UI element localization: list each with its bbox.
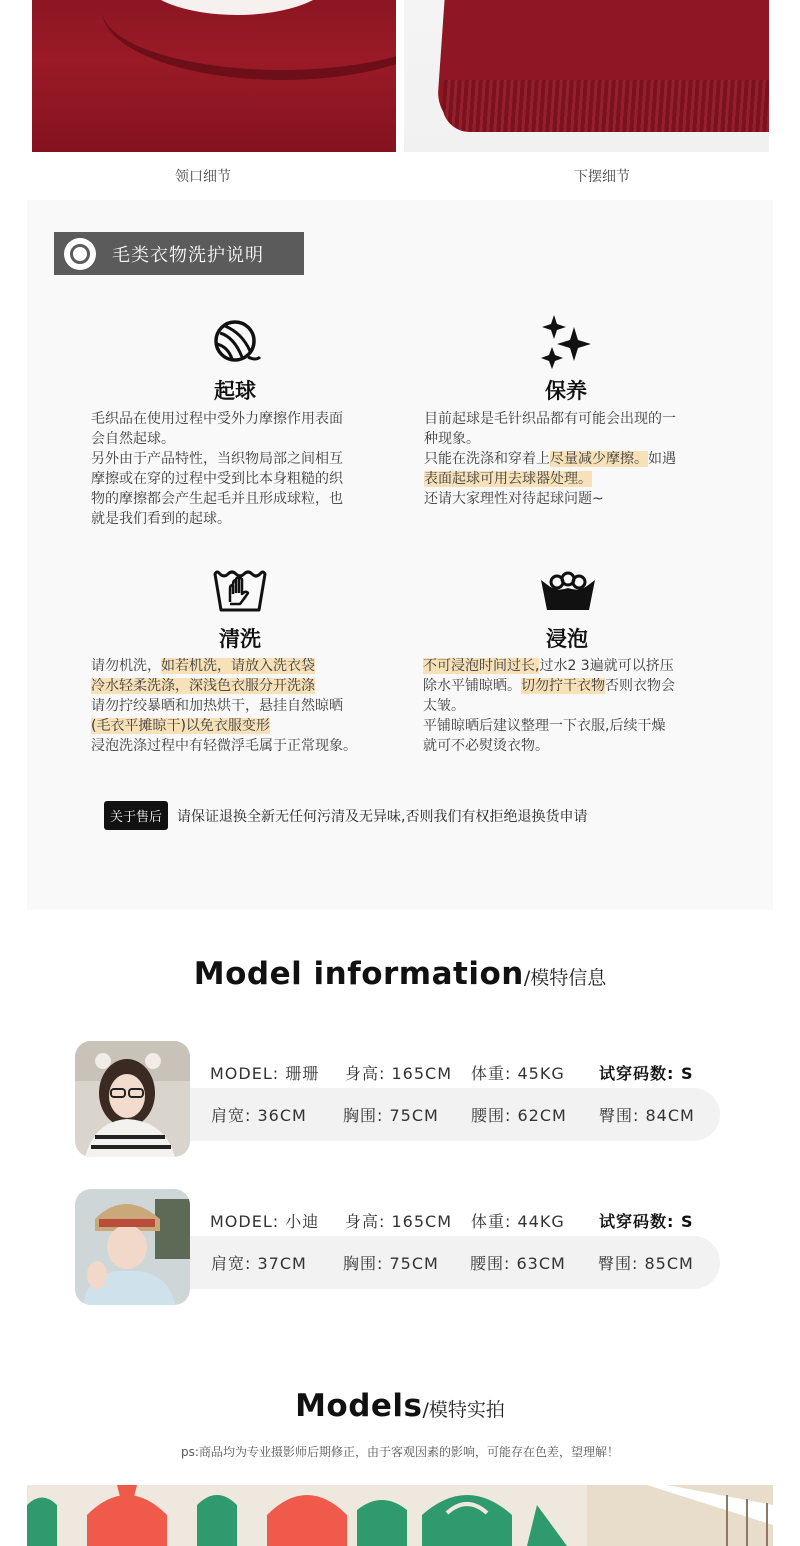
pilling-text [91, 409, 343, 529]
pilling-line: 就是我们看到的起球。 [91, 511, 231, 527]
model-height: 身高: 165CM [345, 1212, 452, 1231]
soaking-line: 就可不必熨烫衣物。 [423, 738, 549, 754]
model-photo [75, 1041, 190, 1157]
soaking-line [423, 656, 675, 676]
maintenance-highlight: 尽量减少摩擦。 [550, 451, 648, 467]
model-size: 试穿码数: S [599, 1064, 694, 1083]
washing-heading: 清洗 [219, 627, 261, 651]
washing-highlight: 如若机洗，请放入洗衣袋 [161, 658, 315, 674]
neckline-caption: 领口细节 [175, 169, 231, 185]
soaking-highlight: 切勿拧干衣物 [521, 678, 605, 694]
model-weight: 体重: 45KG [471, 1064, 565, 1083]
model-photo [75, 1189, 190, 1305]
model-height: 身高: 165CM [345, 1064, 452, 1083]
model-waist: 腰围: 63CM [470, 1254, 566, 1273]
hem-caption: 下摆细节 [574, 169, 630, 185]
model-chest: 胸围: 75CM [343, 1254, 439, 1273]
washing-text [91, 656, 357, 756]
washing-text-part: 请勿机洗， [91, 658, 161, 674]
soaking-heading: 浸泡 [546, 627, 588, 651]
pilling-heading: 起球 [214, 379, 256, 403]
model-info-title-cn: /模特信息 [523, 967, 607, 989]
soaking-text-part: 除水平铺晾晒。 [423, 678, 521, 694]
hand-wash-icon [212, 566, 268, 614]
models-title-cn: /模特实拍 [422, 1399, 505, 1421]
washing-line: 请勿拧绞暴晒和加热烘干，悬挂自然晾晒 [91, 698, 343, 714]
maintenance-line: 种现象。 [424, 431, 480, 447]
hem-ribbing [440, 80, 769, 132]
maintenance-line [424, 449, 676, 469]
maintenance-line: 还请大家理性对待起球问题~ [424, 491, 604, 507]
model-info-title [0, 956, 800, 992]
soaking-line [423, 676, 675, 696]
sparkle-icon [540, 313, 594, 369]
model-hip: 臀围: 84CM [599, 1106, 695, 1125]
soak-basin-icon [539, 570, 597, 612]
pilling-line: 会自然起球。 [91, 431, 175, 447]
models-title-en: Models [295, 1388, 423, 1424]
washing-line [91, 716, 357, 736]
after-sales-badge: 关于售后 [104, 801, 168, 830]
soaking-text-part: 否则衣物会 [605, 678, 675, 694]
model-weight: 体重: 44KG [471, 1212, 565, 1231]
model-chest: 胸围: 75CM [343, 1106, 439, 1125]
maintenance-text-part: 只能在洗涤和穿着上 [424, 451, 550, 467]
after-sales-notice [104, 801, 587, 830]
model-card [75, 1189, 720, 1305]
care-title-bar [54, 232, 304, 275]
care-title: 毛类衣物洗护说明 [112, 244, 264, 266]
wool-logo-icon [64, 238, 96, 270]
model-shoulder: 肩宽: 37CM [211, 1254, 307, 1273]
model-card [75, 1041, 720, 1157]
neckline-detail-photo [32, 0, 396, 152]
model-shoot-photo [27, 1485, 773, 1546]
model-name: MODEL: 小迪 [210, 1212, 320, 1231]
model-name: MODEL: 珊珊 [210, 1064, 320, 1083]
soaking-text [423, 656, 675, 756]
soaking-line: 平铺晾晒后建议整理一下衣服,后续干燥 [423, 718, 666, 734]
washing-line: 浸泡洗涤过程中有轻微浮毛属于正常现象。 [91, 738, 357, 754]
hem-detail-photo [404, 0, 769, 152]
yarn-ball-icon [212, 317, 262, 367]
color-difference-note: ps:商品均为专业摄影师后期修正，由于客观因素的影响，可能存在色差，望理解！ [181, 1445, 619, 1459]
pilling-line: 另外由于产品特性，当织物局部之间相互 [91, 451, 343, 467]
maintenance-text-part: 如遇 [648, 451, 676, 467]
soaking-text-part: 过水2 3遍就可以挤压 [539, 658, 674, 674]
soaking-line: 太皱。 [423, 698, 465, 714]
model-info-title-en: Model information [193, 956, 524, 992]
maintenance-highlight: 表面起球可用去球器处理。 [424, 471, 592, 487]
model-size: 试穿码数: S [599, 1212, 694, 1231]
models-title [0, 1388, 800, 1424]
washing-highlight: 冷水轻柔洗涤，深浅色衣服分开洗涤 [91, 678, 315, 694]
washing-line [91, 676, 357, 696]
maintenance-line: 目前起球是毛针织品都有可能会出现的一 [424, 411, 676, 427]
model-hip: 臀围: 85CM [598, 1254, 694, 1273]
soaking-highlight: 不可浸泡时间过长, [423, 658, 540, 674]
washing-line [91, 656, 357, 676]
model-waist: 腰围: 62CM [471, 1106, 567, 1125]
pilling-line: 摩擦或在穿的过程中受到比本身粗糙的织 [91, 471, 343, 487]
washing-highlight: (毛衣平摊晾干)以免衣服变形 [91, 718, 270, 734]
model-shoulder: 肩宽: 36CM [211, 1106, 307, 1125]
maintenance-text [424, 409, 676, 509]
maintenance-heading: 保养 [545, 379, 587, 403]
pilling-line: 物的摩擦都会产生起毛并且形成球粒，也 [91, 491, 343, 507]
after-sales-text: 请保证退换全新无任何污清及无异味,否则我们有权拒绝退换货申请 [177, 808, 588, 825]
maintenance-line [424, 469, 676, 489]
pilling-line: 毛织品在使用过程中受外力摩擦作用表面 [91, 411, 343, 427]
